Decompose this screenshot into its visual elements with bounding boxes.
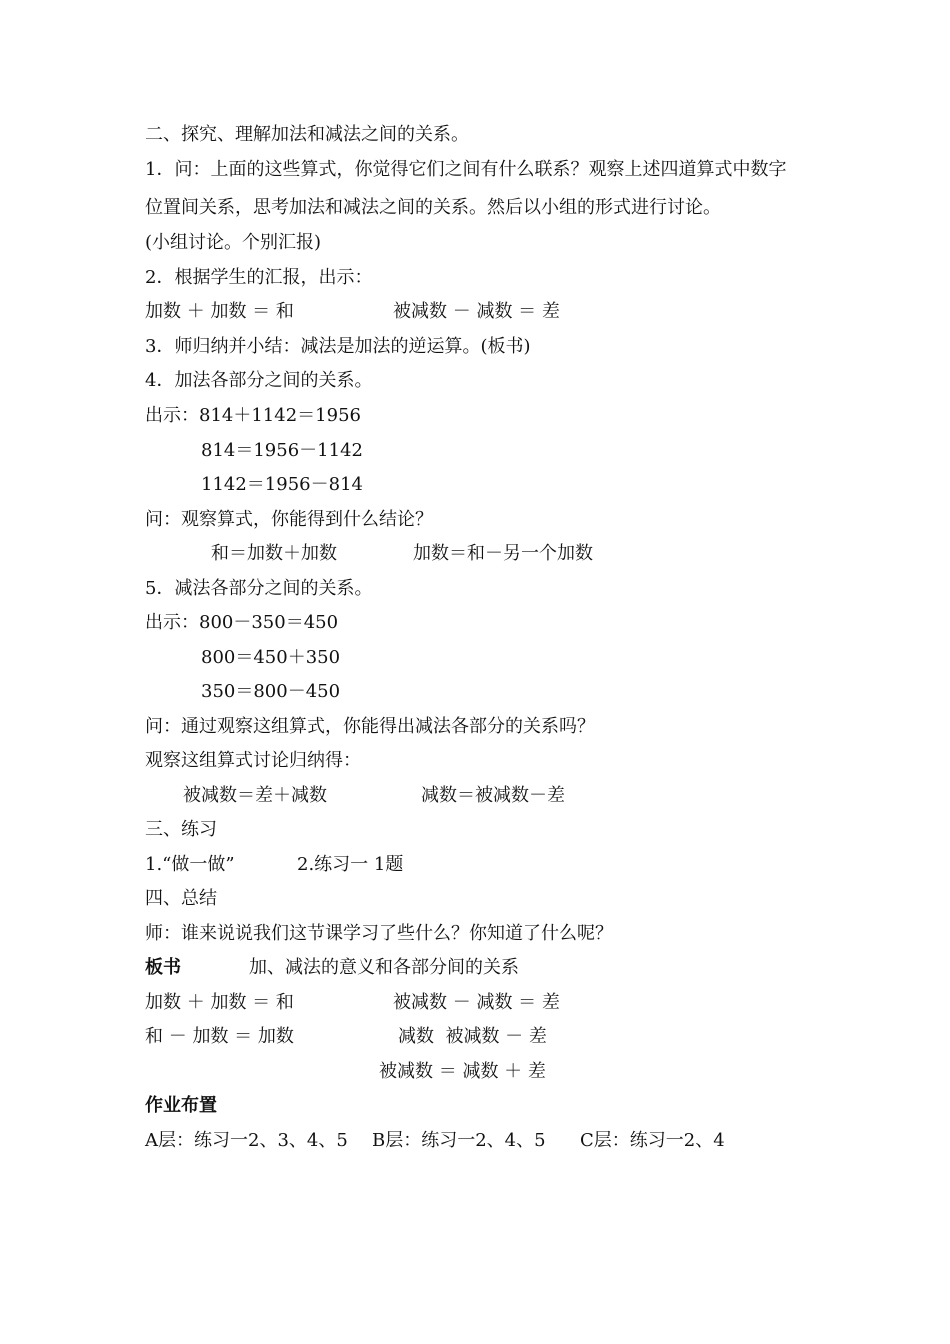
- equation-line: 出示：814＋1142＝1956: [145, 405, 361, 426]
- formula-subtraction: 被减数 － 减数 ＝ 差: [393, 301, 560, 322]
- equation-line: 出示：800－350＝450: [145, 612, 339, 633]
- homework-heading: 作业布置: [145, 1095, 217, 1116]
- board-formula: 减数 被减数 － 差: [398, 1026, 547, 1047]
- homework-level-a: A层：练习一2、3、4、5: [145, 1130, 348, 1151]
- paragraph-line: 5．减法各部分之间的关系。: [145, 578, 373, 599]
- homework-level-c: C层：练习一2、4: [580, 1130, 725, 1151]
- equation-line: 800＝450＋350: [201, 647, 341, 668]
- conclusion-formula: 减数＝被减数－差: [421, 785, 565, 806]
- question-line: 问：通过观察这组算式，你能得出减法各部分的关系吗？: [145, 716, 595, 737]
- board-formula: 被减数 ＝ 减数 ＋ 差: [379, 1061, 546, 1082]
- equation-line: 814＝1956－1142: [201, 440, 363, 461]
- section-heading-explore: 二、探究、理解加法和减法之间的关系。: [145, 124, 469, 145]
- paragraph-line: 师：谁来说说我们这节课学习了些什么？你知道了什么呢？: [145, 923, 613, 944]
- practice-item: 2.练习一 1题: [297, 854, 404, 875]
- conclusion-formula: 被减数＝差＋减数: [183, 785, 327, 806]
- paragraph-line: 位置间关系，思考加法和减法之间的关系。然后以小组的形式进行讨论。: [145, 197, 721, 218]
- equation-line: 350＝800－450: [201, 681, 341, 702]
- conclusion-formula: 加数＝和－另一个加数: [413, 543, 593, 564]
- practice-item: 1.“做一做”: [145, 854, 235, 875]
- formula-addition: 加数 ＋ 加数 ＝ 和: [145, 301, 294, 322]
- board-formula: 加数 ＋ 加数 ＝ 和: [145, 992, 294, 1013]
- conclusion-formula: 和＝加数＋加数: [211, 543, 337, 564]
- question-line: 问：观察算式，你能得到什么结论？: [145, 509, 433, 530]
- paragraph-line: 1．问：上面的这些算式，你觉得它们之间有什么联系？观察上述四道算式中数字: [145, 159, 787, 180]
- paragraph-line: 4．加法各部分之间的关系。: [145, 370, 373, 391]
- homework-level-b: B层：练习一2、4、5: [372, 1130, 546, 1151]
- section-heading-practice: 三、练习: [145, 819, 217, 840]
- paragraph-line: 2．根据学生的汇报，出示：: [145, 267, 373, 288]
- paragraph-line: 观察这组算式讨论归纳得：: [145, 750, 361, 771]
- board-heading: 板书: [145, 957, 181, 978]
- equation-line: 1142＝1956－814: [201, 474, 363, 495]
- board-title: 加、减法的意义和各部分间的关系: [249, 957, 519, 978]
- paragraph-line: 3．师归纳并小结：减法是加法的逆运算。(板书): [145, 336, 531, 357]
- section-heading-summary: 四、总结: [145, 888, 217, 909]
- board-formula: 被减数 － 减数 ＝ 差: [393, 992, 560, 1013]
- paragraph-line: (小组讨论。个别汇报): [145, 232, 322, 253]
- board-formula: 和 － 加数 ＝ 加数: [145, 1026, 294, 1047]
